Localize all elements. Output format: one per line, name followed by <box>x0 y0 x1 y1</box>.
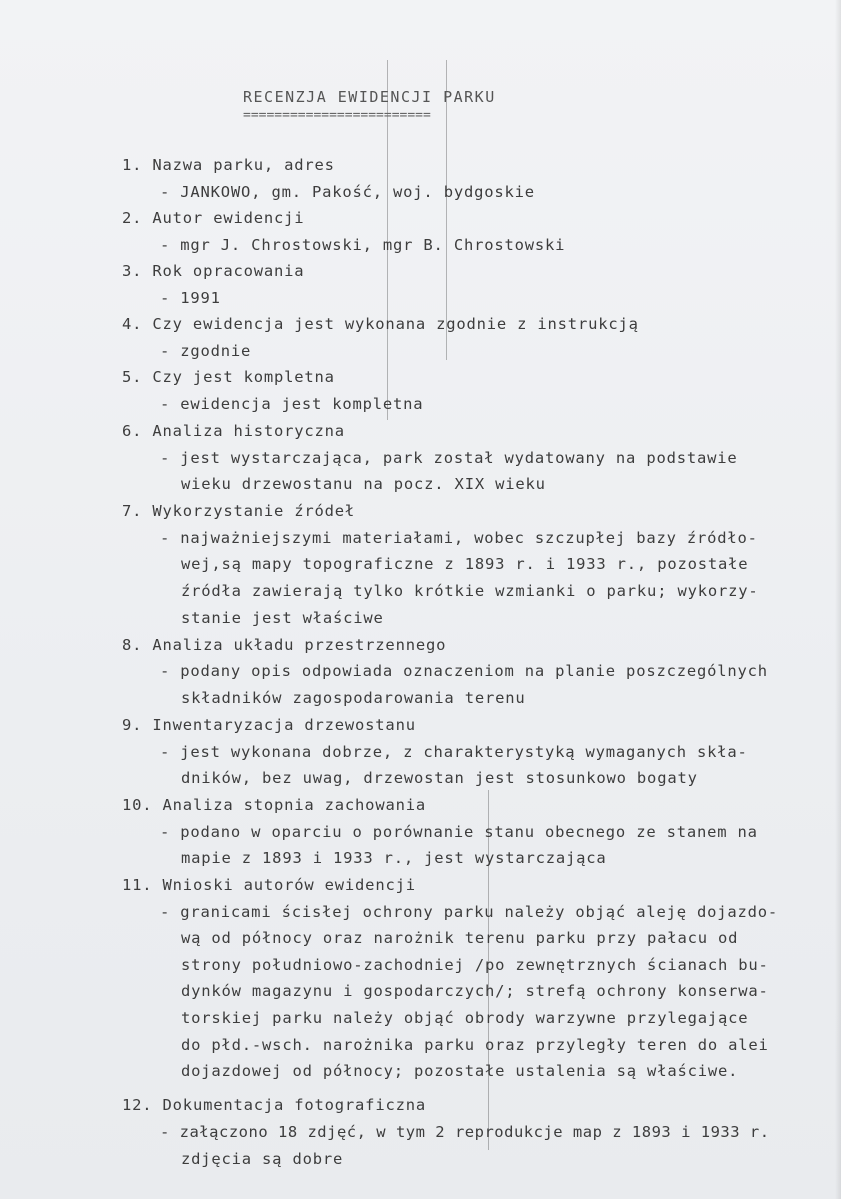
item-line: źródła zawierają tylko krótkie wzmianki o parku; wykorzy- <box>181 582 759 600</box>
item-title: Nazwa parku, adres <box>152 156 335 174</box>
item-line: - najważniejszymi materiałami, wobec szczupłej bazy źródło- <box>160 529 758 547</box>
item-line: dynków magazynu i gospodarczych/; strefą ochrony konserwa- <box>181 982 769 1000</box>
item-heading <box>122 422 345 440</box>
item-line: stanie jest właściwe <box>181 609 384 627</box>
item-line: zdjęcia są dobre <box>181 1150 344 1168</box>
item-line: wieku drzewostanu na pocz. XIX wieku <box>181 475 546 493</box>
item-line: - JANKOWO, gm. Pakość, woj. bydgoskie <box>160 183 535 201</box>
item-line: dników, bez uwag, drzewostan jest stosunkowo bogaty <box>181 769 698 787</box>
item-number: 12. <box>122 1096 153 1114</box>
item-number: 9. <box>122 716 143 734</box>
item-title: Autor ewidencji <box>152 209 305 227</box>
item-title: Inwentaryzacja drzewostanu <box>152 716 416 734</box>
item-number: 10. <box>122 796 153 814</box>
item-number: 4. <box>122 315 143 333</box>
item-number: 8. <box>122 636 143 654</box>
item-title: Wnioski autorów ewidencji <box>162 876 416 894</box>
item-heading <box>122 1096 426 1114</box>
item-heading <box>122 502 355 520</box>
item-line: - 1991 <box>160 289 221 307</box>
item-line: strony południowo-zachodniej /po zewnętrznych ścianach bu- <box>181 956 769 974</box>
item-number: 11. <box>122 876 153 894</box>
item-title: Dokumentacja fotograficzna <box>162 1096 426 1114</box>
item-heading <box>122 315 639 333</box>
item-line: do płd.-wsch. narożnika parku oraz przyległy teren do alei <box>181 1036 769 1054</box>
item-line: - jest wykonana dobrze, z charakterystyką wymaganych skła- <box>160 743 748 761</box>
item-heading <box>122 716 416 734</box>
item-number: 5. <box>122 368 143 386</box>
item-heading <box>122 636 446 654</box>
title-underline: ======================== <box>243 108 431 123</box>
item-line: - załączono 18 zdjęć, w tym 2 reprodukcje map z 1893 i 1933 r. <box>160 1123 770 1141</box>
item-number: 1. <box>122 156 143 174</box>
item-title: Analiza układu przestrzennego <box>152 636 447 654</box>
item-number: 3. <box>122 262 143 280</box>
item-line: - ewidencja jest kompletna <box>160 395 424 413</box>
item-heading <box>122 796 426 814</box>
item-number: 7. <box>122 502 143 520</box>
item-title: Czy jest kompletna <box>152 368 335 386</box>
item-title: Czy ewidencja jest wykonana zgodnie z instrukcją <box>152 315 639 333</box>
item-heading <box>122 876 416 894</box>
item-line: wej,są mapy topograficzne z 1893 r. i 1933 r., pozostałe <box>181 555 749 573</box>
item-line: - jest wystarczająca, park został wydatowany na podstawie <box>160 449 738 467</box>
item-title: Rok opracowania <box>152 262 305 280</box>
item-number: 6. <box>122 422 143 440</box>
item-heading <box>122 156 335 174</box>
item-line: wą od północy oraz narożnik terenu parku przy pałacu od <box>181 929 739 947</box>
page-edge-shadow <box>835 0 841 1199</box>
item-title: Analiza stopnia zachowania <box>162 796 426 814</box>
item-line: - granicami ścisłej ochrony parku należy objąć aleję dojazdo- <box>160 903 779 921</box>
item-line: torskiej parku należy objąć obrody warzywne przylegające <box>181 1009 749 1027</box>
item-heading <box>122 209 304 227</box>
item-line: - podany opis odpowiada oznaczeniom na planie poszczególnych <box>160 662 768 680</box>
document-title: RECENZJA EWIDENCJI PARKU <box>243 88 496 106</box>
item-line: - podano w oparciu o porównanie stanu obecnego ze stanem na <box>160 823 758 841</box>
item-title: Analiza historyczna <box>152 422 345 440</box>
item-heading <box>122 262 304 280</box>
item-line: - mgr J. Chrostowski, mgr B. Chrostowski <box>160 236 566 254</box>
item-title: Wykorzystanie źródeł <box>152 502 356 520</box>
item-line: dojazdowej od północy; pozostałe ustalenia są właściwe. <box>181 1062 739 1080</box>
item-line: składników zagospodarowania terenu <box>181 689 526 707</box>
item-heading <box>122 368 335 386</box>
item-line: - zgodnie <box>160 342 252 360</box>
item-number: 2. <box>122 209 143 227</box>
item-line: mapie z 1893 i 1933 r., jest wystarczająca <box>181 849 607 867</box>
